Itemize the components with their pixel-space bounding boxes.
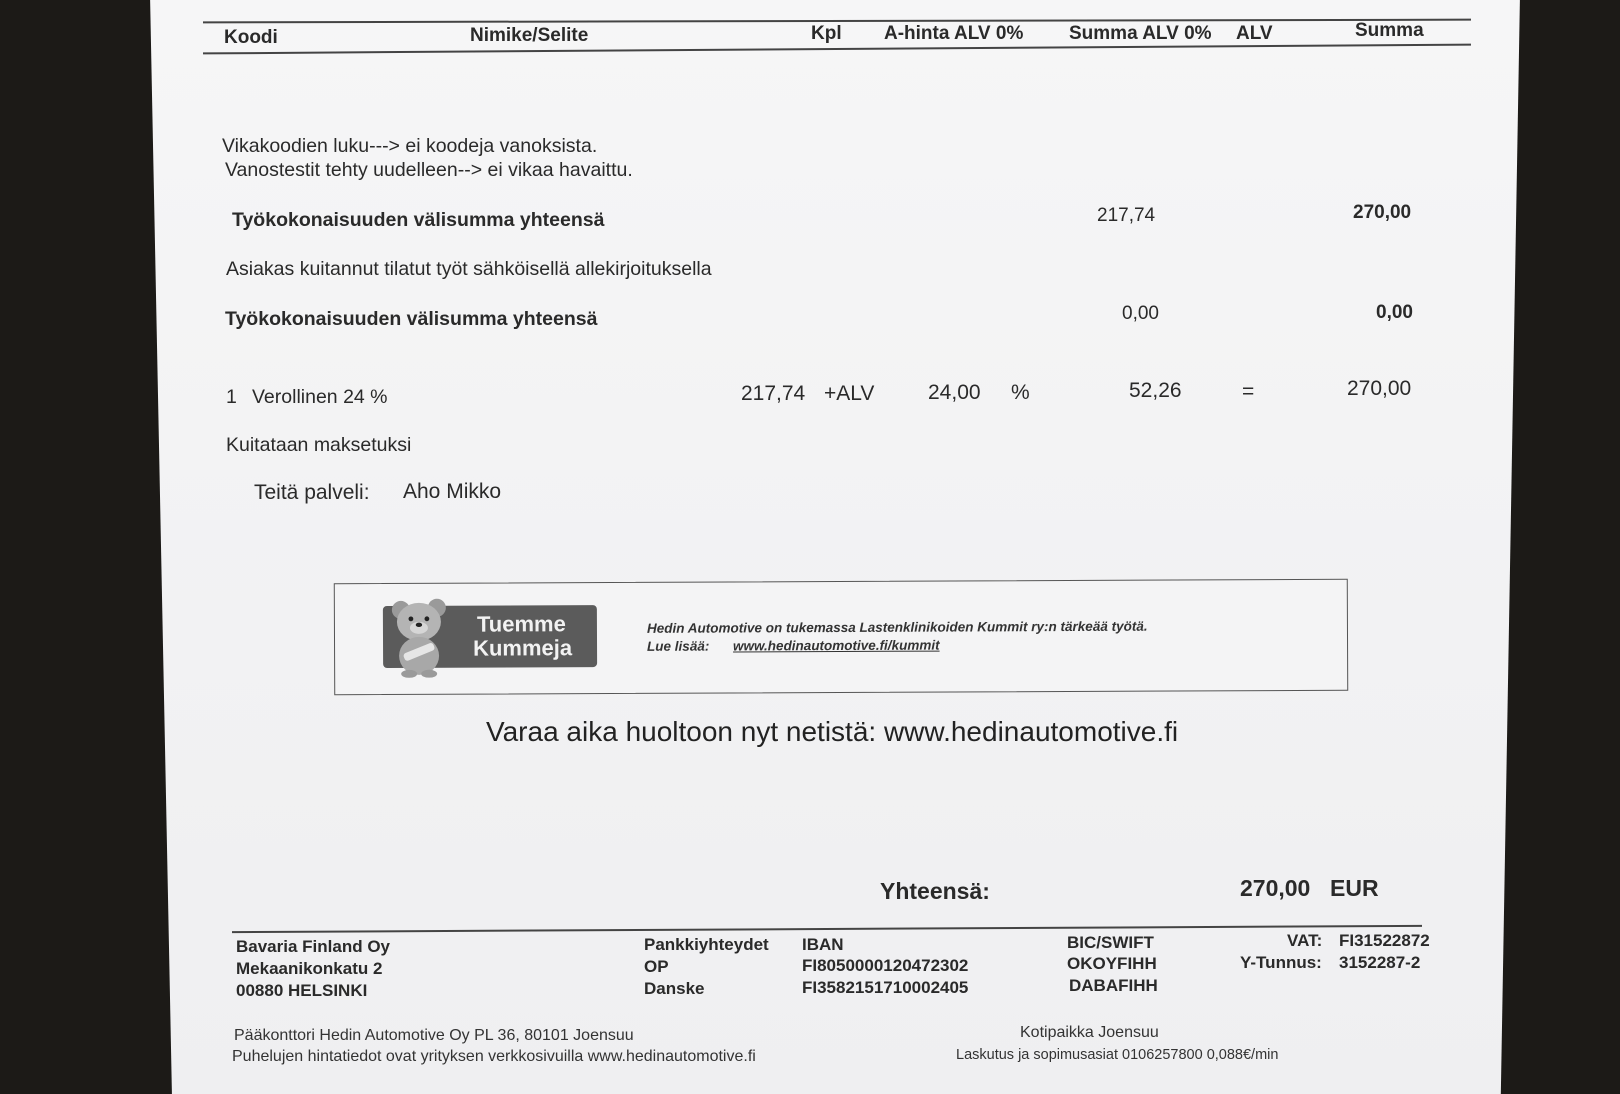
note-line-2: Vanostestit tehty uudelleen--> ei vikaa havaittu. [225, 159, 633, 181]
total-currency: EUR [1330, 875, 1379, 901]
tax-row-label: Verollinen 24 % [252, 386, 388, 408]
booking-line: Varaa aika huoltoon nyt netistä: www.hedinautomotive.fi [486, 716, 1179, 747]
tax-row-rate: 24,00 [928, 381, 981, 404]
promo-text-line-1: Hedin Automotive on tukemassa Lastenklinikoiden Kummit ry:n tärkeää työtä. [646, 618, 1148, 636]
tax-row-total: 270,00 [1347, 377, 1412, 400]
banks-title: Pankkiyhteydet [644, 935, 769, 954]
bic-op: OKOYFIHH [1067, 954, 1157, 973]
iban-danske: FI3582151710002405 [802, 978, 969, 997]
col-header-alv: ALV [1236, 23, 1273, 44]
col-header-summa: Summa [1355, 20, 1424, 41]
tax-row-plus-alv: +ALV [824, 382, 875, 405]
total-amount: 270,00 [1240, 875, 1311, 901]
company-city: 00880 HELSINKI [236, 981, 368, 1000]
promo-text-prefix: Lue lisää: [647, 638, 710, 654]
subtotal-1-amount: 270,00 [1353, 202, 1412, 223]
subtotal-1-label: Työkokonaisuuden välisumma yhteensä [232, 209, 605, 231]
subtotal-1-amount-alv0: 217,74 [1097, 205, 1156, 226]
col-header-summa-alv0: Summa ALV 0% [1069, 23, 1212, 44]
served-by-name: Aho Mikko [403, 480, 502, 503]
note-line-1: Vikakoodien luku---> ei koodeja vanoksista. [222, 135, 598, 157]
vat-value: FI31522872 [1339, 931, 1430, 950]
promo-banner [334, 579, 1348, 695]
iban-op: FI8050000120472302 [802, 956, 969, 975]
col-header-nimike: Nimike/Selite [470, 25, 589, 46]
tax-row-tax: 52,26 [1129, 379, 1182, 402]
bank-op: OP [644, 957, 669, 976]
tax-row-base: 217,74 [741, 382, 806, 405]
billing-note: Laskutus ja sopimusasiat 0106257800 0,088€/min [956, 1047, 1279, 1063]
badge-line-1: Tuemme [476, 611, 566, 637]
col-header-ahinta: A-hinta ALV 0% [884, 23, 1024, 44]
pricing-note: Puhelujen hintatiedot ovat yrityksen verkkosivuilla www.hedinautomotive.fi [232, 1048, 756, 1065]
company-street: Mekaanikonkatu 2 [236, 959, 383, 978]
bic-danske: DABAFIHH [1069, 976, 1158, 995]
subtotal-2-amount: 0,00 [1376, 302, 1413, 323]
bic-title: BIC/SWIFT [1067, 933, 1154, 952]
col-header-kpl: Kpl [811, 23, 842, 44]
domicile: Kotipaikka Joensuu [1020, 1024, 1159, 1041]
ytunnus-label: Y-Tunnus: [1240, 953, 1322, 972]
bear-mascot-icon [385, 592, 455, 678]
tax-row-index: 1 [226, 386, 237, 408]
tax-row-equals: = [1242, 380, 1255, 403]
bank-danske: Danske [644, 979, 705, 998]
promo-link[interactable]: www.hedinautomotive.fi/kummit [733, 637, 940, 654]
total-label: Yhteensä: [880, 878, 990, 904]
subtotal-2-amount-alv0: 0,00 [1122, 303, 1159, 324]
head-office: Pääkonttori Hedin Automotive Oy PL 36, 80101 Joensuu [234, 1027, 634, 1044]
subtotal-2-label: Työkokonaisuuden välisumma yhteensä [225, 308, 598, 330]
company-name: Bavaria Finland Oy [236, 937, 390, 956]
payment-note: Kuitataan maksetuksi [226, 434, 412, 456]
served-by-label: Teitä palveli: [254, 481, 370, 504]
iban-title: IBAN [802, 935, 844, 954]
vat-label: VAT: [1287, 931, 1323, 950]
tax-row-percent: % [1011, 381, 1030, 404]
badge-line-2: Kummeja [472, 635, 573, 661]
col-header-koodi: Koodi [224, 27, 278, 48]
signature-note: Asiakas kuitannut tilatut työt sähköisellä allekirjoituksella [226, 258, 712, 280]
tuemme-kummeja-logo [383, 605, 597, 668]
ytunnus-value: 3152287-2 [1339, 953, 1421, 972]
